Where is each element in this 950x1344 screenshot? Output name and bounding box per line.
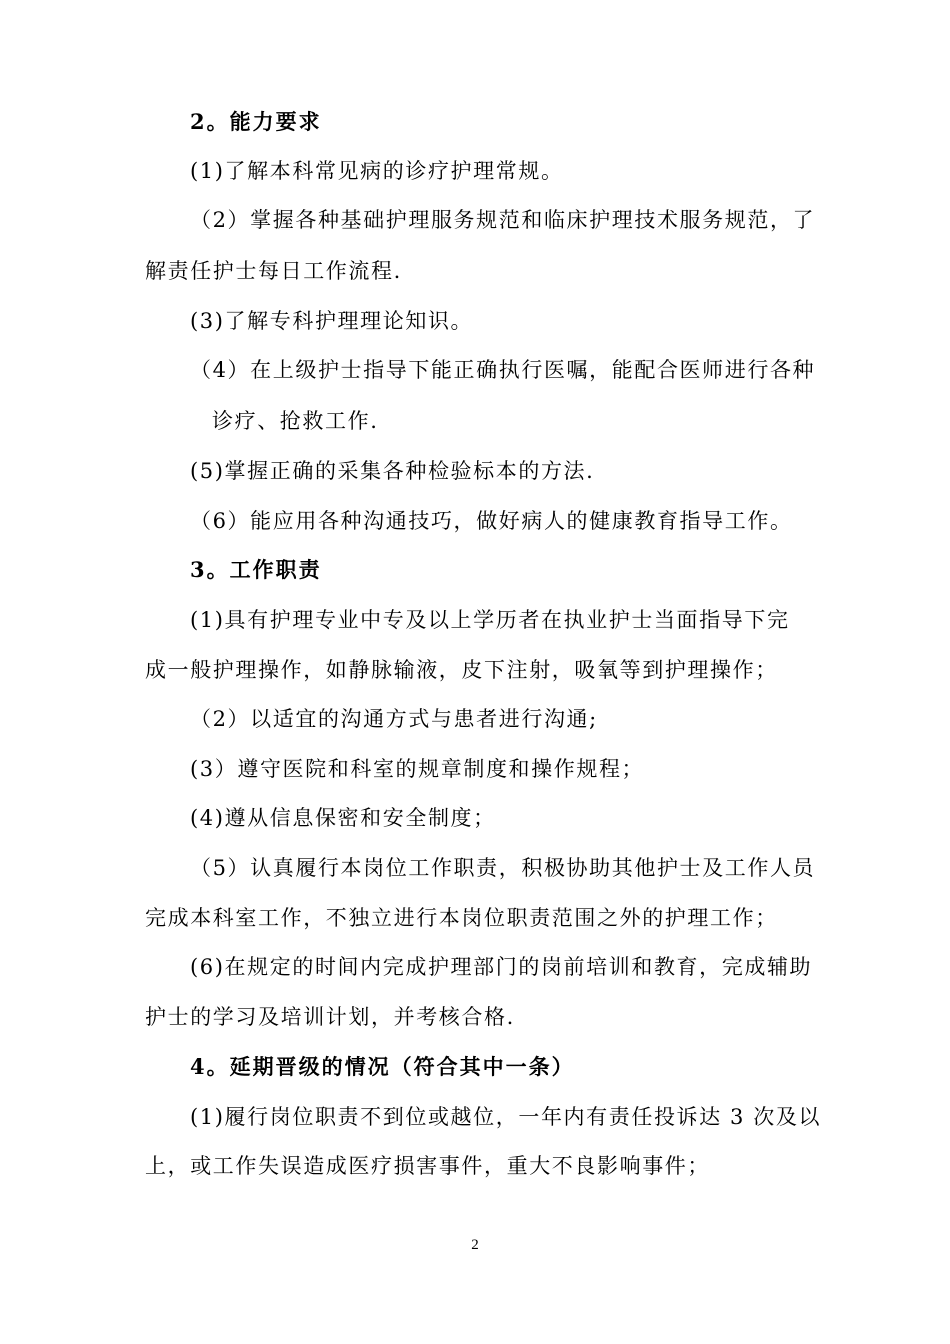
section-heading-delayed-promotion: 4。延期晋级的情况（符合其中一条） [190,1054,575,1079]
paragraph-line: (3）遵守医院和科室的规章制度和操作规程； [190,757,645,781]
paragraph-line: (6)在规定的时间内完成护理部门的岗前培训和教育，完成辅助 [190,955,813,979]
paragraph-line: 诊疗、抢救工作. [212,409,379,433]
paragraph-line: 解责任护士每日工作流程. [145,259,402,283]
paragraph-line: 护士的学习及培训计划，并考核合格. [145,1005,515,1029]
paragraph-line: 上，或工作失误造成医疗损害事件，重大不良影响事件； [145,1154,710,1178]
section-heading-job-duties: 3。工作职责 [190,557,322,582]
section-heading-ability-requirements: 2。能力要求 [190,109,322,134]
paragraph-line: （2）掌握各种基础护理服务规范和临床护理技术服务规范，了 [190,208,816,232]
paragraph-line: (1)了解本科常见病的诊疗护理常规。 [190,159,564,183]
paragraph-line: (5)掌握正确的采集各种检验标本的方法. [190,459,595,483]
paragraph-line: 完成本科室工作，不独立进行本岗位职责范围之外的护理工作； [145,906,778,930]
paragraph-line: （6）能应用各种沟通技巧，做好病人的健康教育指导工作。 [190,509,793,533]
paragraph-line: （4）在上级护士指导下能正确执行医嘱，能配合医师进行各种 [190,358,816,382]
paragraph-line: （2）以适宜的沟通方式与患者进行沟通; [190,707,598,731]
paragraph-line: (1)具有护理专业中专及以上学历者在执业护士当面指导下完 [190,608,790,632]
paragraph-line: (1)履行岗位职责不到位或越位，一年内有责任投诉达 3 次及以 [190,1105,822,1129]
paragraph-line: 成一般护理操作，如静脉输液，皮下注射，吸氧等到护理操作； [145,658,778,682]
page-number: 2 [471,1237,479,1253]
paragraph-line: (4)遵从信息保密和安全制度； [190,806,496,830]
paragraph-line: （5）认真履行本岗位工作职责，积极协助其他护士及工作人员 [190,856,816,880]
paragraph-line: (3)了解专科护理理论知识。 [190,309,474,333]
